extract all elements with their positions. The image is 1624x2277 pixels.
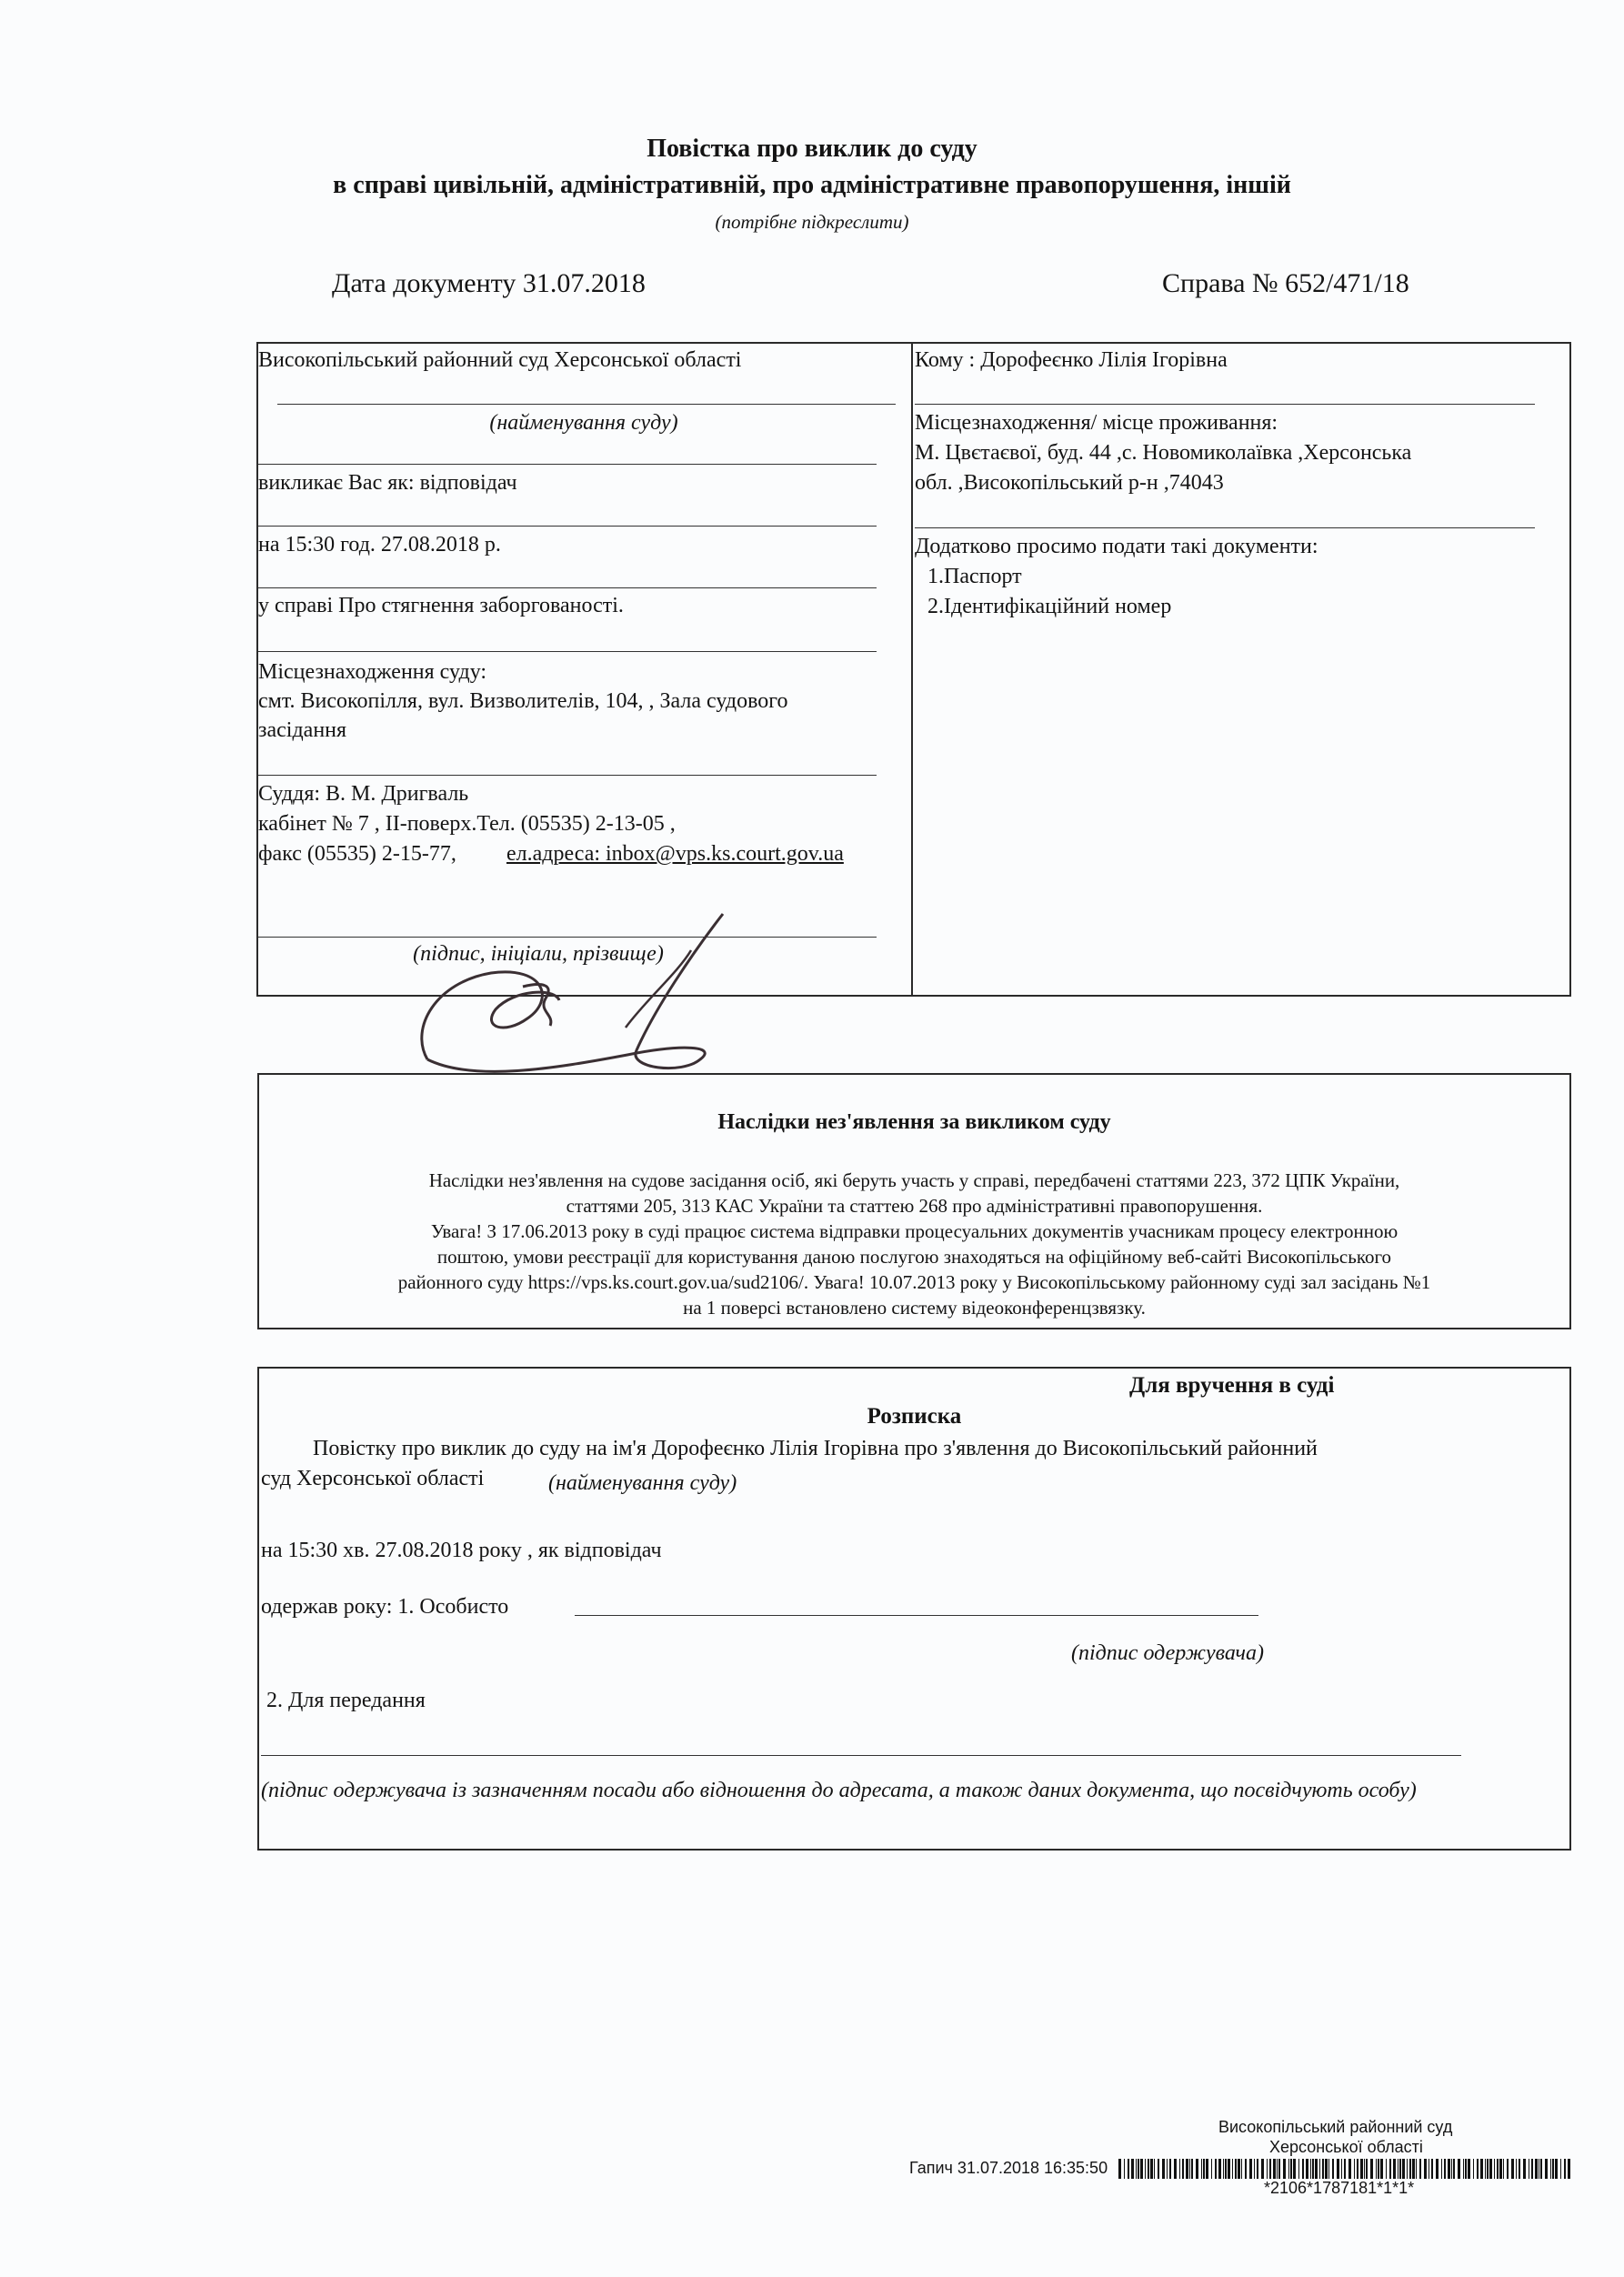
barcode-bar [1568, 2159, 1570, 2179]
court-name: Високопільський районний суд Херсонської області [258, 348, 742, 372]
barcode-bar [1225, 2159, 1227, 2179]
court-location-line1: смт. Високопілля, вул. Визволителів, 104, , Зала судового [258, 689, 788, 713]
divider [258, 775, 877, 776]
barcode-bar [1238, 2159, 1240, 2179]
barcode-bar [1235, 2159, 1237, 2179]
barcode-bar [1360, 2159, 1363, 2179]
barcode-bar [1468, 2159, 1470, 2179]
barcode-bar [1325, 2159, 1328, 2179]
barcode-bar [1298, 2159, 1299, 2179]
barcode-bar [1118, 2159, 1121, 2179]
barcode-bar [1206, 2159, 1208, 2179]
recipient-address-line1: М. Цвєтаєвої, буд. 44 ,с. Новомиколаївка ,Херсонська [915, 441, 1412, 465]
barcode-bar [1273, 2159, 1276, 2179]
barcode-bar [1312, 2159, 1314, 2179]
barcode-bar [1319, 2159, 1320, 2179]
barcode-bar [1444, 2159, 1446, 2179]
court-name-caption: (найменування суду) [489, 411, 678, 435]
barcode-bar [1267, 2159, 1268, 2179]
case-number: Справа № 652/471/18 [1162, 268, 1409, 298]
office-phone: кабінет № 7 , ІІ-поверх.Тел. (05535) 2-13-05 , [258, 812, 676, 836]
barcode-bar [1499, 2159, 1502, 2179]
barcode-bar [1354, 2159, 1355, 2179]
barcode-bar [1424, 2159, 1427, 2179]
case-subject: у справі Про стягнення заборгованості. [258, 594, 624, 617]
barcode-bar [1366, 2159, 1368, 2179]
consequences-line: на 1 поверсі встановлено систему відеоконференцзвязку. [683, 1297, 1146, 1319]
barcode-bar [1283, 2159, 1286, 2179]
barcode-bar [1465, 2159, 1467, 2179]
barcode-bar [1380, 2159, 1383, 2179]
barcode-bar [1516, 2159, 1517, 2179]
barcode-bar [1402, 2159, 1405, 2179]
barcode-bar [1211, 2159, 1212, 2179]
barcode-bar [1169, 2159, 1171, 2179]
barcode-bar [1257, 2159, 1258, 2179]
barcode-bar [1386, 2159, 1387, 2179]
for-court-label: Для вручення в суді [1129, 1373, 1335, 1398]
barcode-bar [1431, 2159, 1433, 2179]
barcode-bar [1436, 2159, 1439, 2179]
barcode-bar [1489, 2159, 1492, 2179]
barcode-bar [1167, 2159, 1168, 2179]
document-date: Дата документу 31.07.2018 [332, 268, 646, 298]
barcode-bar [1376, 2159, 1377, 2179]
barcode-bar [1477, 2159, 1479, 2179]
signature-line [261, 1755, 1461, 1756]
barcode-bar [1138, 2159, 1139, 2179]
barcode-bar [1550, 2159, 1551, 2179]
column-divider [911, 342, 913, 997]
barcode-bar [1370, 2159, 1373, 2179]
barcode-bar [1310, 2159, 1311, 2179]
barcode-bar [1344, 2159, 1346, 2179]
barcode-bar [1497, 2159, 1499, 2179]
barcode-bar [1393, 2159, 1396, 2179]
received-line: одержав року: 1. Особисто [261, 1595, 509, 1619]
barcode-bar [1473, 2159, 1474, 2179]
court-email[interactable]: ел.адреса: inbox@vps.ks.court.gov.ua [506, 842, 844, 866]
judge-signature [418, 900, 800, 1082]
transfer-label: 2. Для передання [266, 1689, 426, 1712]
barcode-bar [1485, 2159, 1486, 2179]
consequences-line: районного суду https://vps.ks.court.gov.ua/sud2106/. Увага! 10.07.2013 року у Високопільському районному суді зал засідань №1 [397, 1271, 1431, 1293]
barcode-bar [1150, 2159, 1153, 2179]
barcode [1118, 2159, 1575, 2179]
divider [258, 651, 877, 652]
barcode-bar [1140, 2159, 1143, 2179]
barcode-bar [1337, 2159, 1339, 2179]
barcode-bar [1196, 2159, 1198, 2179]
divider [277, 404, 896, 405]
barcode-code: *2106*1787181*1*1* [1264, 2179, 1415, 2197]
barcode-bar [1389, 2159, 1391, 2179]
recipient-location-label: Місцезнаходження/ місце проживання: [915, 411, 1278, 435]
barcode-bar [1128, 2159, 1129, 2179]
barcode-bar [1201, 2159, 1202, 2179]
barcode-bar [1357, 2159, 1358, 2179]
barcode-bar [1162, 2159, 1165, 2179]
barcode-bar [1191, 2159, 1193, 2179]
receipt-time-line: на 15:30 хв. 27.08.2018 року , як відповідач [261, 1539, 662, 1562]
barcode-bar [1494, 2159, 1495, 2179]
barcode-bar [1249, 2159, 1252, 2179]
barcode-bar [1131, 2159, 1134, 2179]
barcode-bar [1564, 2159, 1566, 2179]
barcode-bar [1215, 2159, 1217, 2179]
fax-number: факс (05535) 2-15-77, [258, 842, 456, 866]
barcode-bar [1535, 2159, 1538, 2179]
barcode-bar [1555, 2159, 1558, 2179]
barcode-bar [1552, 2159, 1554, 2179]
judge-name: Суддя: В. М. Дригваль [258, 782, 469, 806]
barcode-bar [1241, 2159, 1242, 2179]
barcode-bar [1364, 2159, 1365, 2179]
barcode-bar [1419, 2159, 1421, 2179]
hearing-time: на 15:30 год. 27.08.2018 р. [258, 533, 501, 557]
barcode-bar [1458, 2159, 1460, 2179]
barcode-bar [1416, 2159, 1417, 2179]
clerk-stamp: Гапич 31.07.2018 16:35:50 [909, 2159, 1108, 2177]
barcode-bar [1179, 2159, 1180, 2179]
barcode-bar [1302, 2159, 1304, 2179]
barcode-bar [1451, 2159, 1452, 2179]
consequences-title: Наслідки нез'явлення за викликом суду [717, 1110, 1111, 1134]
document-item: 2.Ідентифікаційний номер [927, 595, 1172, 618]
barcode-bar [1322, 2159, 1324, 2179]
barcode-bar [1560, 2159, 1561, 2179]
divider [258, 587, 877, 588]
recipient-signature-caption: (підпис одержувача) [1071, 1641, 1264, 1665]
barcode-bar [1409, 2159, 1411, 2179]
barcode-bar [1277, 2159, 1278, 2179]
underline-note: (потрібне підкреслити) [715, 211, 909, 233]
barcode-bar [1378, 2159, 1379, 2179]
recipient-name: Кому : Дорофеєнко Лілія Ігорівна [915, 348, 1228, 372]
barcode-bar [1523, 2159, 1526, 2179]
barcode-bar [1545, 2159, 1548, 2179]
barcode-bar [1540, 2159, 1542, 2179]
signature-line [575, 1615, 1258, 1616]
divider [915, 404, 1535, 405]
footer-court-line1: Високопільський районний суд [1218, 2118, 1453, 2136]
barcode-bar [1511, 2159, 1514, 2179]
barcode-bar [1124, 2159, 1125, 2179]
barcode-bar [1448, 2159, 1450, 2179]
consequences-line: поштою, умови реєстрації для користування даною послугою знаходяться на офіційному веб-сайті Високопільського [436, 1246, 1392, 1268]
document-subtitle: в справі цивільній, адміністративній, про адміністративне правопорушення, іншій [333, 171, 1291, 199]
barcode-bar [1228, 2159, 1230, 2179]
barcode-bar [1223, 2159, 1224, 2179]
barcode-bar [1174, 2159, 1177, 2179]
consequences-line: статтями 205, 313 КАС України та статтею 268 про адміністративні правопорушення. [566, 1195, 1263, 1217]
barcode-bar [1278, 2159, 1280, 2179]
court-location-line2: засідання [258, 718, 347, 742]
barcode-bar [1290, 2159, 1292, 2179]
barcode-bar [1503, 2159, 1504, 2179]
barcode-bar [1218, 2159, 1221, 2179]
barcode-bar [1145, 2159, 1146, 2179]
receipt-text-line1: Повістку про виклик до суду на ім'я Дорофеєнко Лілія Ігорівна про з'явлення до Високопільський районний [313, 1437, 1318, 1460]
consequences-line: Увага! З 17.06.2013 року в суді працює система відправки процесуальних документів учасникам процесу електронною [430, 1220, 1398, 1242]
barcode-bar [1306, 2159, 1308, 2179]
court-location-label: Місцезнаходження суду: [258, 660, 487, 684]
document-item: 1.Паспорт [927, 565, 1022, 588]
barcode-bar [1315, 2159, 1318, 2179]
barcode-bar [1245, 2159, 1247, 2179]
barcode-bar [1463, 2159, 1464, 2179]
barcode-bar [1182, 2159, 1184, 2179]
barcode-bar [1412, 2159, 1415, 2179]
barcode-bar [1441, 2159, 1442, 2179]
barcode-bar [1288, 2159, 1289, 2179]
transfer-caption: (підпис одержувача із зазначенням посади або відношення до адресата, а також даних документа, що посвідчують особу) [261, 1779, 1417, 1802]
barcode-bar [1480, 2159, 1483, 2179]
barcode-bar [1203, 2159, 1205, 2179]
barcode-bar [1254, 2159, 1255, 2179]
divider [258, 464, 877, 465]
barcode-bar [1453, 2159, 1455, 2179]
extra-docs-label: Додатково просимо подати такі документи: [915, 535, 1318, 558]
receipt-title: Розписка [867, 1404, 962, 1429]
barcode-bar [1261, 2159, 1264, 2179]
barcode-bar [1189, 2159, 1190, 2179]
barcode-bar [1341, 2159, 1342, 2179]
footer-court-line2: Херсонської області [1269, 2138, 1423, 2156]
barcode-bar [1407, 2159, 1408, 2179]
document-title: Повістка про виклик до суду [647, 135, 977, 163]
barcode-bar [1154, 2159, 1155, 2179]
barcode-bar [1269, 2159, 1271, 2179]
barcode-bar [1293, 2159, 1296, 2179]
barcode-bar [1328, 2159, 1329, 2179]
barcode-bar [1148, 2159, 1149, 2179]
court-name-caption: (найменування суду) [548, 1471, 737, 1495]
barcode-bar [1136, 2159, 1137, 2179]
summons-role: викликає Вас як: відповідач [258, 471, 517, 495]
recipient-address-line2: обл. ,Високопільський р-н ,74043 [915, 471, 1224, 495]
barcode-bar [1332, 2159, 1334, 2179]
consequences-line: Наслідки нез'явлення на судове засідання осіб, які беруть участь у справі, передбачені статтями 223, 372 ЦПК України, [428, 1169, 1400, 1191]
receipt-text-line2: суд Херсонської області [261, 1467, 485, 1490]
barcode-bar [1186, 2159, 1188, 2179]
divider [258, 526, 877, 527]
divider [915, 527, 1535, 528]
barcode-bar [1507, 2159, 1509, 2179]
barcode-bar [1158, 2159, 1159, 2179]
barcode-bar [1531, 2159, 1533, 2179]
signature-caption: (підпис, ініціали, прізвище) [413, 942, 664, 966]
barcode-bar [1399, 2159, 1401, 2179]
barcode-bar [1348, 2159, 1351, 2179]
barcode-bar [1487, 2159, 1489, 2179]
barcode-bar [1519, 2159, 1520, 2179]
barcode-bar [1232, 2159, 1233, 2179]
